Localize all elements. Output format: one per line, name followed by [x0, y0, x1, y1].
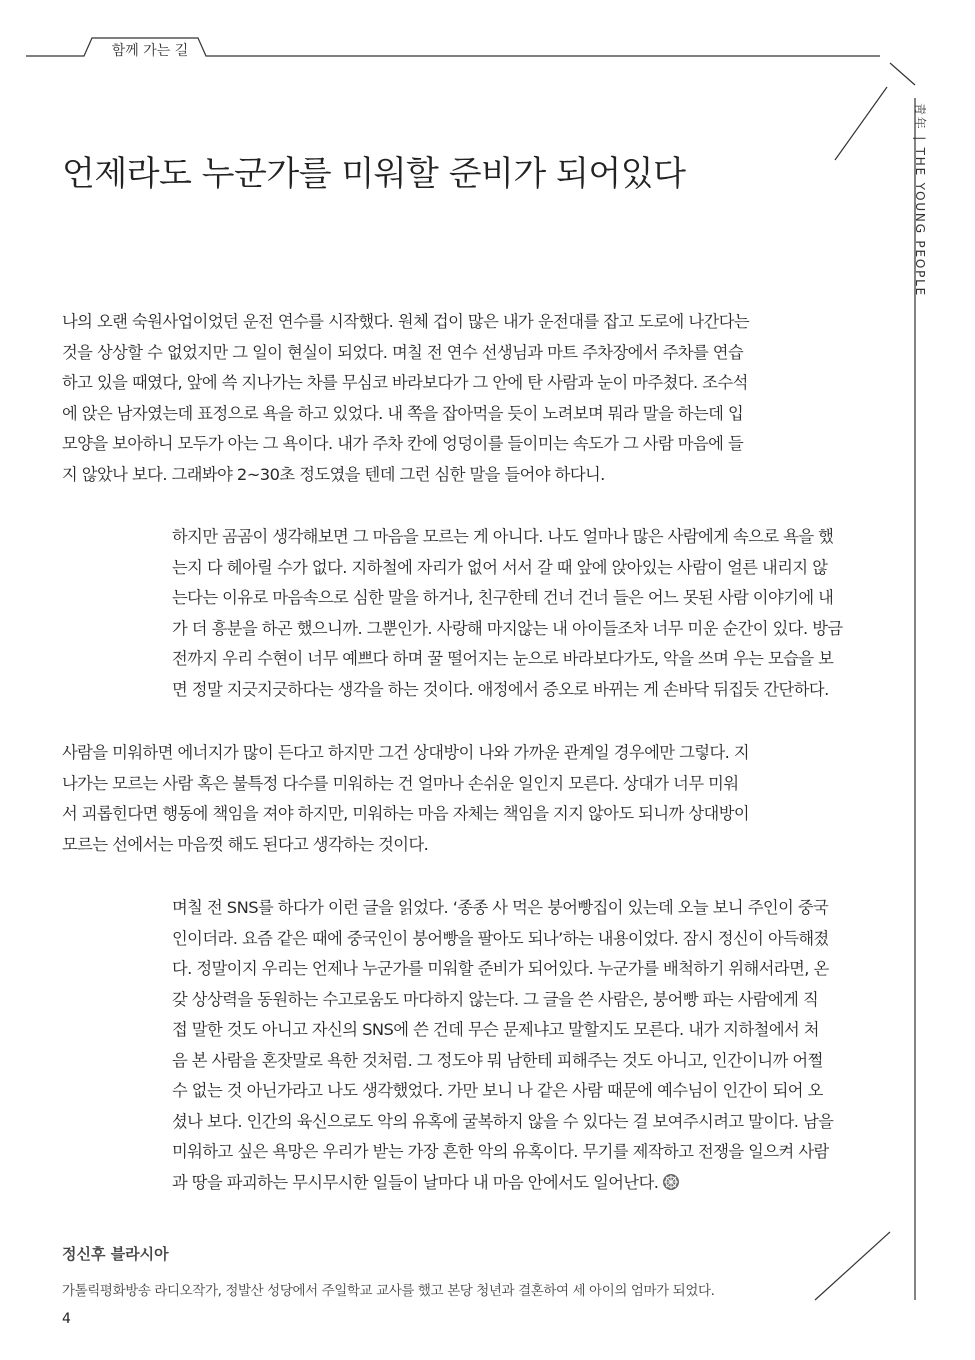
corner-diagonal-top — [890, 63, 915, 85]
paragraph-line: 하지만 곰곰이 생각해보면 그 마음을 모르는 게 아니다. 나도 얼마나 많은 사람에게 속으로 욕을 했 — [172, 527, 834, 546]
paragraph-line: 수 없는 것 아닌가라고 나도 생각했었다. 가만 보니 나 같은 사람 때문에 예수님이 인간이 되어 오 — [172, 1081, 823, 1100]
paragraph-line: 면 정말 지긋지긋하다는 생각을 하는 것이다. 애정에서 증오로 바뀌는 게 손바닥 뒤집듯 간단하다. — [172, 679, 829, 699]
paragraph-line: 며칠 전 SNS를 하다가 이런 글을 읽었다. ‘종종 사 먹은 붕어빵집이 있는데 오늘 보니 주인이 중국 — [172, 898, 829, 917]
decor-diagonal-lower — [815, 1232, 890, 1300]
paragraph-3 — [62, 738, 822, 860]
decor-diagonal-upper — [835, 87, 887, 160]
paragraph-line: 인이더라. 요즘 같은 때에 중국인이 붕어빵을 팔아도 되나’하는 내용이었다. 잠시 정신이 아득해졌 — [172, 928, 829, 948]
side-label-text: 靑年 | THE YOUNG PEOPLE — [913, 103, 927, 297]
paragraph-line: 음 본 사람을 혼잣말로 욕한 것처럼. 그 정도야 뭐 남한테 피해주는 것도 아니고, 인간이니까 어쩔 — [172, 1050, 823, 1070]
page-number: 4 — [62, 1311, 71, 1327]
author-name: 정신후 블라시아 — [62, 1245, 169, 1263]
paragraph-line: 에 앉은 남자였는데 표정으로 욕을 하고 있었다. 내 쪽을 잡아먹을 듯이 노려보며 뭐라 말을 하는데 입 — [62, 403, 744, 423]
section-tab-label: 함께 가는 길 — [111, 43, 189, 59]
paragraph-line: 미워하고 싶은 욕망은 우리가 받는 가장 흔한 악의 유혹이다. 무기를 제작하고 전쟁을 일으켜 사람 — [172, 1142, 829, 1161]
article-title: 언제라도 누군가를 미워할 준비가 되어있다 — [62, 154, 686, 194]
paragraph-line: 사람을 미워하면 에너지가 많이 든다고 하지만 그건 상대방이 나와 가까운 관계일 경우에만 그렇다. 지 — [62, 743, 750, 762]
paragraph-line: 하고 있을 때였다, 앞에 쓱 지나가는 차를 무심코 바라보다가 그 안에 탄 사람과 눈이 마주쳤다. 조수석 — [62, 373, 748, 392]
paragraph-line: 셨나 보다. 인간의 육신으로도 악의 유혹에 굴복하지 않을 수 있다는 걸 보여주시려고 말이다. 남을 — [172, 1111, 834, 1131]
paragraph-line: 지 않았나 보다. 그래봐야 2~30초 정도였을 텐데 그런 심한 말을 들어야 하다니. — [62, 464, 605, 484]
paragraph-line: 나의 오랜 숙원사업이었던 운전 연수를 시작했다. 원체 겁이 많은 내가 운전대를 잡고 도로에 나간다는 — [62, 312, 750, 331]
paragraph-line: 서 괴롭힌다면 행동에 책임을 져야 하지만, 미워하는 마음 자체는 책임을 지지 않아도 되니까 상대방이 — [62, 804, 750, 823]
paragraph-line: 전까지 우리 수현이 너무 예쁘다 하며 꿀 떨어지는 눈으로 바라보다가도, 악을 쓰며 우는 모습을 보 — [172, 649, 834, 668]
paragraph-1 — [62, 307, 822, 490]
paragraph-line: 는지 다 헤아릴 수가 없다. 지하철에 자리가 없어 서서 갈 때 앞에 앉아있는 사람이 얼른 내리지 않 — [172, 557, 828, 577]
paragraph-2 — [172, 522, 884, 705]
paragraph-line: 갖 상상력을 동원하는 수고로움도 마다하지 않는다. 그 글을 쓴 사람은, 붕어빵 파는 사람에게 직 — [172, 989, 819, 1009]
paragraph-line-text: 과 땅을 파괴하는 무시무시한 일들이 날마다 내 마음 안에서도 일어난다. — [172, 1172, 659, 1192]
side-vertical-label — [913, 103, 940, 313]
paragraph-line: 다. 정말이지 우리는 언제나 누군가를 미워할 준비가 되어있다. 누군가를 배척하기 위해서라면, 온 — [172, 959, 829, 978]
paragraph-line: 모르는 선에서는 마음껏 해도 된다고 생각하는 것이다. — [62, 834, 429, 854]
paragraph-line: 는다는 이유로 마음속으로 심한 말을 하거나, 친구한테 건너 건너 들은 어느 못된 사람 이야기에 내 — [172, 588, 834, 607]
paragraph-line: 것을 상상할 수 없었지만 그 일이 현실이 되었다. 며칠 전 연수 선생님과 마트 주차장에서 주차를 연습 — [62, 342, 744, 362]
paragraph-line: 접 말한 것도 아니고 자신의 SNS에 쓴 건데 무슨 문제냐고 말할지도 모른다. 내가 지하철에서 처 — [172, 1020, 819, 1039]
paragraph-line: 모양을 보아하니 모두가 아는 그 욕이다. 내가 주차 칸에 엉덩이를 들이미는 속도가 그 사람 마음에 들 — [62, 434, 744, 453]
paragraph-last-line — [172, 1168, 884, 1199]
author-bio: 가톨릭평화방송 라디오작가, 정발산 성당에서 주일학교 교사를 했고 본당 청년과 결혼하여 세 아이의 엄마가 되었다. — [62, 1283, 715, 1299]
paragraph-line: 가 더 흥분을 하곤 했으니까. 그뿐인가. 사랑해 마지않는 내 아이들조차 너무 미운 순간이 있다. 방금 — [172, 618, 843, 638]
paragraph-4 — [172, 893, 884, 1198]
end-of-article-emblem-icon — [662, 1173, 680, 1191]
paragraph-line: 나가는 모르는 사람 혹은 불특정 다수를 미워하는 건 얼마나 손쉬운 일인지 모른다. 상대가 너무 미워 — [62, 773, 739, 793]
